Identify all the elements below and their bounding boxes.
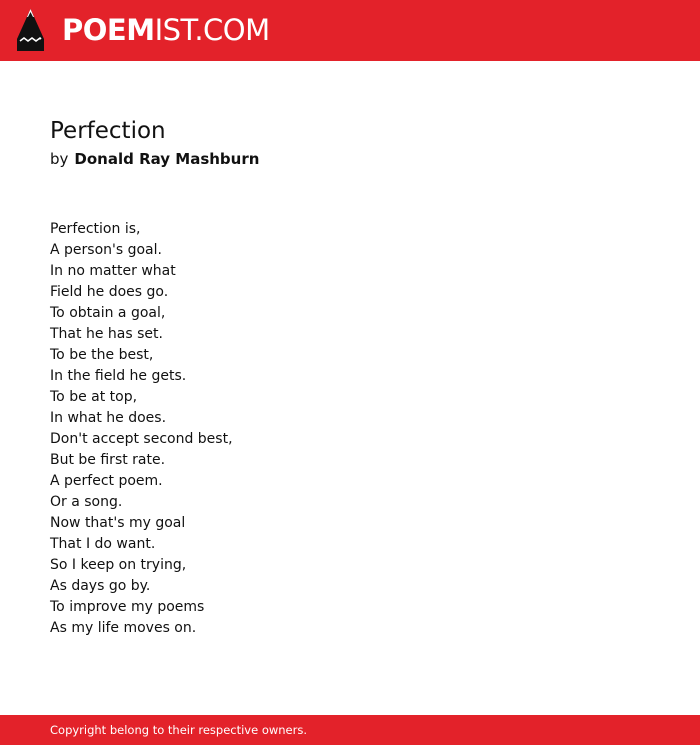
poem-title: Perfection — [50, 118, 166, 144]
pencil-tip-icon[interactable] — [17, 9, 44, 51]
poem-line: Or a song. — [50, 494, 123, 510]
poem-line: Field he does go. — [50, 284, 169, 300]
site-footer — [0, 715, 700, 745]
poem-line: But be first rate. — [50, 452, 166, 468]
site-header — [0, 0, 700, 61]
poem-line: That he has set. — [50, 326, 163, 342]
poem-line: To be at top, — [50, 389, 138, 405]
poem-line: In no matter what — [50, 263, 176, 279]
poem-line: That I do want. — [50, 536, 156, 552]
brand-name-light: IST.COM — [154, 13, 270, 47]
author-name: Donald Ray Mashburn — [74, 150, 260, 168]
poem-line: Now that's my goal — [50, 515, 186, 531]
poem-line: In the field he gets. — [50, 368, 187, 384]
brand-name-bold: POEM — [62, 13, 155, 47]
poem-line: A perfect poem. — [50, 473, 163, 489]
poem-line: To be the best, — [50, 347, 154, 363]
byline — [50, 149, 259, 169]
poem-line: A person's goal. — [50, 242, 162, 258]
poem-line: To obtain a goal, — [50, 305, 166, 321]
site-logo-link[interactable] — [62, 12, 270, 48]
poem-line: As days go by. — [50, 578, 151, 594]
copyright-notice: Copyright belong to their respective owners. — [50, 723, 308, 737]
poem-body — [50, 219, 233, 639]
byline-prefix: by — [50, 150, 69, 168]
poem-line: So I keep on trying, — [50, 557, 187, 573]
poem-line: As my life moves on. — [50, 620, 197, 636]
poem-line: Perfection is, — [50, 221, 141, 237]
poem-line: To improve my poems — [50, 599, 205, 615]
poem-line: Don't accept second best, — [50, 431, 233, 447]
poem-line: In what he does. — [50, 410, 167, 426]
